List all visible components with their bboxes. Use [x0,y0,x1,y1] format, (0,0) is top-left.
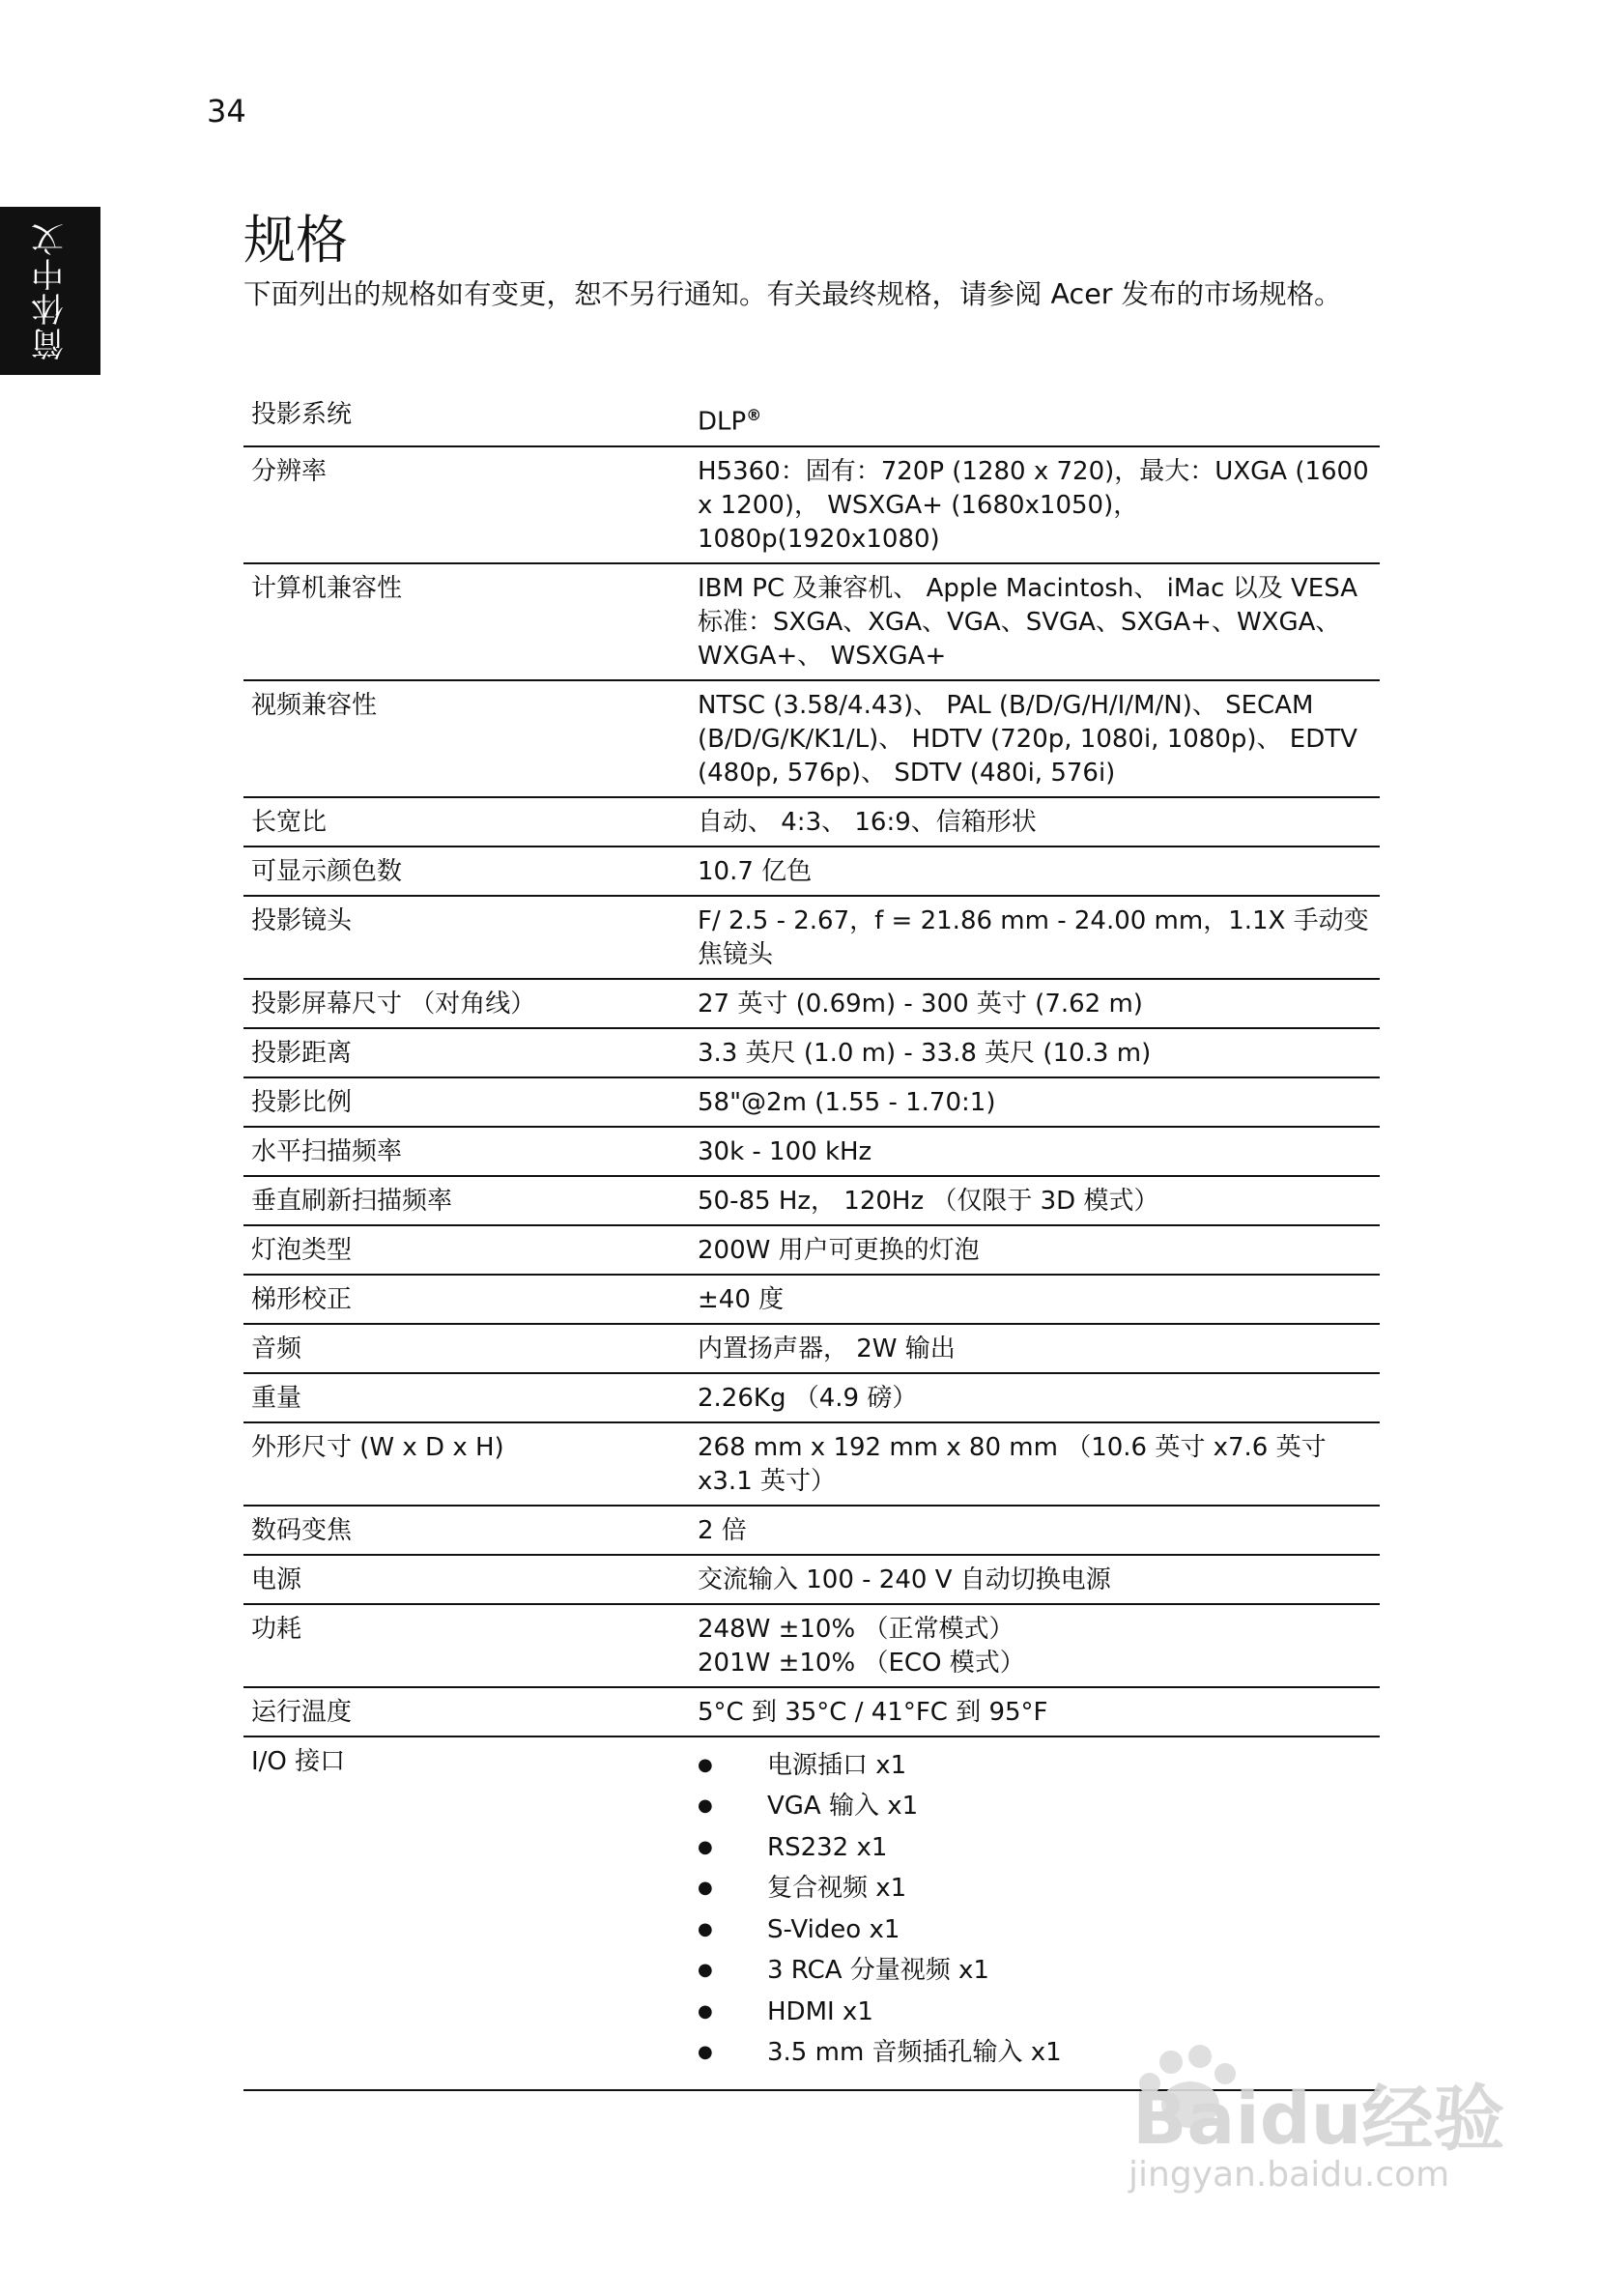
spec-table [243,390,1380,2091]
spec-label: 投影屏幕尺寸 （对角线） [243,979,690,1028]
spec-label: 投影距离 [243,1028,690,1077]
spec-value: 内置扬声器， 2W 输出 [690,1324,1380,1373]
spec-value: 交流输入 100 - 240 V 自动切换电源 [690,1555,1380,1604]
spec-label: 长宽比 [243,797,690,847]
spec-label: 投影比例 [243,1077,690,1127]
list-item: ● RS232 x1 [698,1827,1374,1869]
watermark-brand: Baidu经验 [1132,2078,1505,2161]
page-title: 规格 [243,210,348,271]
table-row [243,896,1380,979]
spec-value: IBM PC 及兼容机、 Apple Macintosh、 iMac 以及 VESA 标准：SXGA、XGA、VGA、SVGA、SXGA+、WXGA、WXGA+、 WSXGA+ [690,563,1380,680]
io-port-list [698,1745,1374,2074]
spec-label: 数码变焦 [243,1506,690,1555]
table-row [243,1028,1380,1077]
table-row [243,1077,1380,1127]
list-item: ● HDMI x1 [698,1992,1374,2033]
table-row [243,390,1380,446]
spec-value: 268 mm x 192 mm x 80 mm （10.6 英寸 x7.6 英寸 x3.1 英寸） [690,1422,1380,1506]
spec-value: 自动、 4:3、 16:9、信箱形状 [690,797,1380,847]
spec-label: 电源 [243,1555,690,1604]
list-item: ● VGA 输入 x1 [698,1786,1374,1827]
spec-label: 可显示颜色数 [243,847,690,896]
table-row [243,1506,1380,1555]
spec-label: 运行温度 [243,1687,690,1736]
list-item: ● 3 RCA 分量视频 x1 [698,1950,1374,1992]
spec-value: 2.26Kg （4.9 磅） [690,1373,1380,1422]
spec-label: 投影镜头 [243,896,690,979]
spec-value: 5°C 到 35°C / 41°FC 到 95°F [690,1687,1380,1736]
spec-value: 30k - 100 kHz [690,1127,1380,1176]
spec-label: 音频 [243,1324,690,1373]
power-normal-mode: 248W ±10% （正常模式） [698,1614,1014,1644]
list-item: ● 复合视频 x1 [698,1868,1374,1909]
spec-label: 灯泡类型 [243,1225,690,1275]
spec-label: 梯形校正 [243,1275,690,1324]
spec-label: 计算机兼容性 [243,563,690,680]
table-row [243,446,1380,563]
table-row [243,1373,1380,1422]
language-tab: 简体中文 [0,207,100,375]
table-row [243,1422,1380,1506]
spec-value-text: DLP [698,407,747,437]
spec-value: 27 英寸 (0.69m) - 300 英寸 (7.62 m) [690,979,1380,1028]
list-item: ● 3.5 mm 音频插孔输入 x1 [698,2032,1374,2074]
spec-value: F/ 2.5 - 2.67，f = 21.86 mm - 24.00 mm，1.1X 手动变焦镜头 [690,896,1380,979]
spec-value: ±40 度 [690,1275,1380,1324]
page-number: 34 [207,93,246,129]
table-row [243,563,1380,680]
spec-value: 2 倍 [690,1506,1380,1555]
table-row [243,680,1380,797]
spec-value: 58"@2m (1.55 - 1.70:1) [690,1077,1380,1127]
spec-label: 分辨率 [243,446,690,563]
power-eco-mode: 201W ±10% （ECO 模式） [698,1648,1025,1678]
list-item: ● S-Video x1 [698,1909,1374,1951]
registered-mark: ® [746,406,762,424]
spec-label: 投影系统 [243,390,690,446]
table-row [243,797,1380,847]
spec-label: 垂直刷新扫描频率 [243,1176,690,1225]
table-row [243,1604,1380,1687]
table-row [243,1555,1380,1604]
list-item: ● 电源插口 x1 [698,1745,1374,1787]
spec-value: H5360：固有：720P (1280 x 720)，最大：UXGA (1600 x 1200)， WSXGA+ (1680x1050)， 1080p(1920x1080) [690,446,1380,563]
spec-value: NTSC (3.58/4.43)、 PAL (B/D/G/H/I/M/N)、 SECAM (B/D/G/K/K1/L)、 HDTV (720p, 1080i, 1080p)、 EDTV (480p, 576p)、 SDTV (480i, 576i) [690,680,1380,797]
table-row [243,1176,1380,1225]
spec-label: I/O 接口 [243,1736,690,2090]
table-row [243,847,1380,896]
watermark [1111,2035,1527,2199]
table-row [243,1687,1380,1736]
spec-value: 200W 用户可更换的灯泡 [690,1225,1380,1275]
table-row [243,1225,1380,1275]
table-row [243,1275,1380,1324]
spec-value [690,1604,1380,1687]
table-row [243,1127,1380,1176]
spec-label: 重量 [243,1373,690,1422]
table-row [243,1324,1380,1373]
spec-label: 功耗 [243,1604,690,1687]
spec-value: 3.3 英尺 (1.0 m) - 33.8 英尺 (10.3 m) [690,1028,1380,1077]
spec-value: 50-85 Hz， 120Hz （仅限于 3D 模式） [690,1176,1380,1225]
spec-value: 10.7 亿色 [690,847,1380,896]
spec-value [690,390,1380,446]
spec-label: 水平扫描频率 [243,1127,690,1176]
intro-paragraph: 下面列出的规格如有变更，恕不另行通知。有关最终规格，请参阅 Acer 发布的市场规格。 [243,278,1342,310]
table-row [243,979,1380,1028]
spec-label: 视频兼容性 [243,680,690,797]
spec-label: 外形尺寸 (W x D x H) [243,1422,690,1506]
watermark-url: jingyan.baidu.com [1129,2155,1450,2195]
